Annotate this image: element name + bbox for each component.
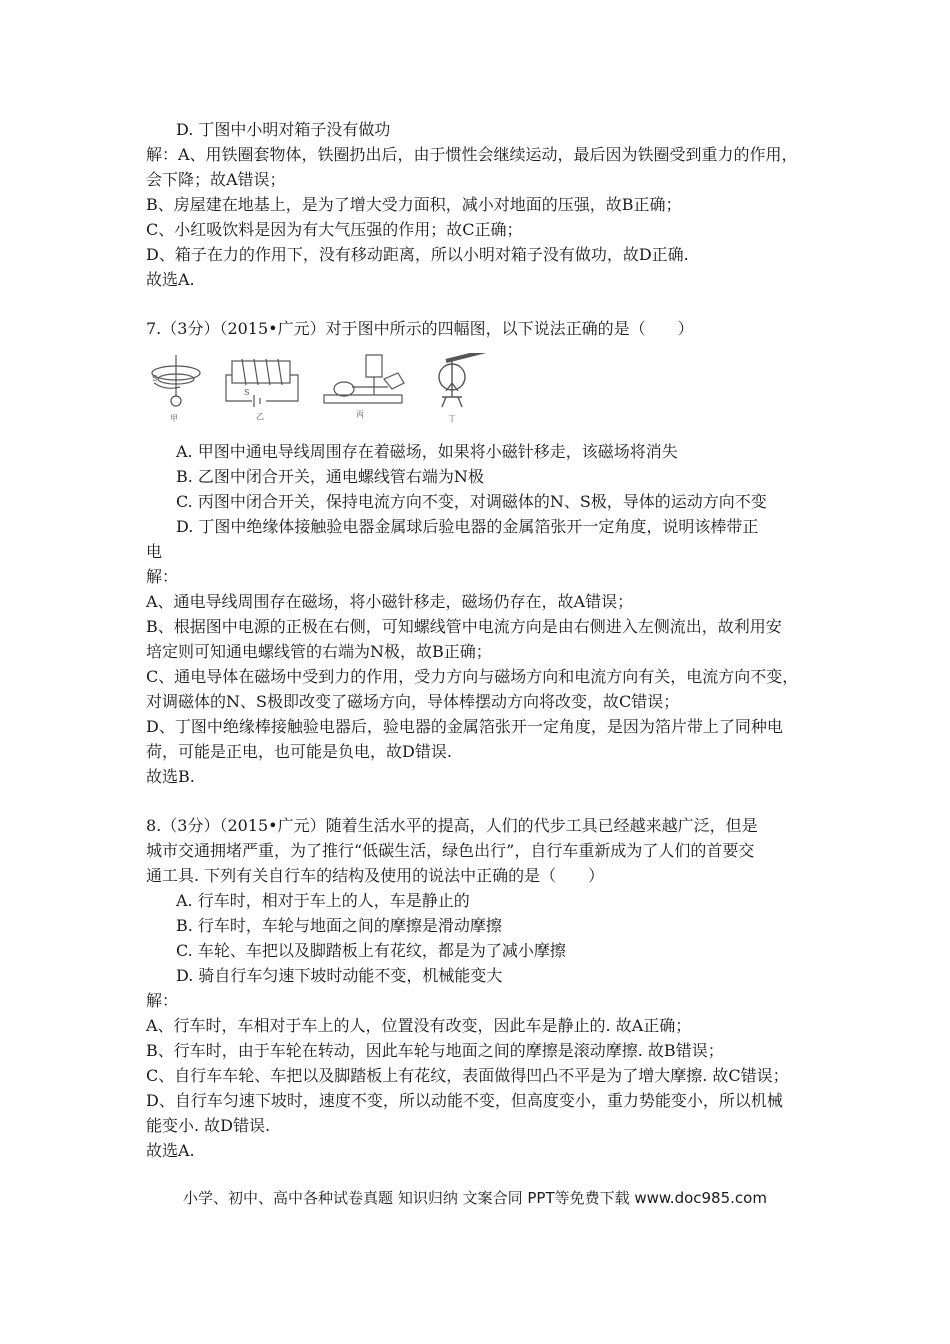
- q7-stem: 7.（3分）（2015•广元）对于图中所示的四幅图，以下说法正确的是（ ）: [146, 319, 694, 338]
- q6-answer: 故选A.: [146, 270, 195, 289]
- q8-solution-line-4: D、自行车匀速下坡时，速度不变，所以动能不变，但高度变小，重力势能变小，所以机械: [146, 1091, 783, 1110]
- figure-label-jia: 甲: [170, 414, 178, 423]
- figure-jia-wire-compass: [152, 355, 200, 423]
- figure-bing-motor-apparatus: [324, 355, 404, 419]
- q7-solution-line-5: 对调磁体的N、S极即改变了磁场方向，导体棒摆动方向将改变，故C错误；: [146, 692, 680, 711]
- q8-solution-line-1: A、行车时，车相对于车上的人，位置没有改变，因此车是静止的. 故A正确；: [146, 1016, 692, 1035]
- svg-text:S: S: [152, 374, 158, 383]
- q6-solution-line-4: C、小红吸饮料是因为有大气压强的作用；故C正确；: [146, 220, 523, 239]
- q7-solution-line-6: D、丁图中绝缘棒接触验电器后，验电器的金属箔张开一定角度，是因为箔片带上了同种电: [146, 717, 783, 736]
- q7-solution-line-1: A、通电导线周围存在磁场，将小磁针移走，磁场仍存在，故A错误；: [146, 592, 634, 611]
- q7-solution-label: 解：: [146, 567, 179, 586]
- q7-option-b: B. 乙图中闭合开关，通电螺线管右端为N极: [176, 467, 484, 486]
- q7-solution-line-4: C、通电导体在磁场中受到力的作用，受力方向与磁场方向和电流方向有关，电流方向不变，: [146, 667, 799, 686]
- q8-option-c: C. 车轮、车把以及脚踏板上有花纹，都是为了减小摩擦: [176, 941, 566, 960]
- q6-option-d: D. 丁图中小明对箱子没有做功: [176, 120, 391, 139]
- q7-solution-line-7: 荷，可能是正电，也可能是负电，故D错误.: [146, 742, 452, 761]
- figure-label-ding: 丁: [448, 414, 456, 423]
- svg-text:S: S: [244, 388, 250, 397]
- q8-stem-line-2: 城市交通拥堵严重，为了推行“低碳生活，绿色出行”，自行车重新成为了人们的首要交: [146, 841, 755, 860]
- q7-option-c: C. 丙图中闭合开关，保持电流方向不变，对调磁体的N、S极，导体的运动方向不变: [176, 492, 767, 511]
- q8-answer: 故选A.: [146, 1141, 195, 1160]
- q6-solution-line-1: 解：A、用铁圈套物体，铁圈扔出后，由于惯性会继续运动，最后因为铁圈受到重力的作用，: [146, 145, 798, 164]
- figure-label-yi: 乙: [256, 412, 264, 421]
- q8-solution-line-3: C、自行车车轮、车把以及脚踏板上有花纹，表面做得凹凸不平是为了增大摩擦. 故C错误；: [146, 1066, 789, 1085]
- figure-label-bing: 丙: [356, 410, 364, 419]
- q7-solution-line-2: B、根据图中电源的正极在右侧，可知螺线管中电流方向是由右侧进入左侧流出，故利用安: [146, 617, 782, 636]
- figure-ding-electroscope: [439, 353, 486, 423]
- q7-solution-line-3: 培定则可知通电螺线管的右端为N极，故B正确；: [146, 642, 492, 661]
- q8-solution-line-2: B、行车时，由于车轮在转动，因此车轮与地面之间的摩擦是滚动摩擦. 故B错误；: [146, 1041, 724, 1060]
- q7-answer: 故选B.: [146, 767, 195, 786]
- page-footer-link[interactable]: 小学、初中、高中各种试卷真题 知识归纳 文案合同 PPT等免费下载 www.doc985.com: [183, 1189, 767, 1207]
- q8-solution-line-5: 能变小. 故D错误.: [146, 1116, 271, 1135]
- q8-option-b: B. 行车时，车轮与地面之间的摩擦是滑动摩擦: [176, 916, 502, 935]
- q7-option-a: A. 甲图中通电导线周围存在着磁场，如果将小磁针移走，该磁场将消失: [176, 442, 678, 461]
- q6-solution-line-5: D、箱子在力的作用下，没有移动距离，所以小明对箱子没有做功，故D正确.: [146, 245, 689, 264]
- q7-option-d: D. 丁图中绝缘体接触验电器金属球后验电器的金属箔张开一定角度，说明该棒带正: [176, 517, 759, 536]
- q6-solution-line-3: B、房屋建在地基上，是为了增大受力面积，减小对地面的压强，故B正确；: [146, 195, 682, 214]
- q7-option-d-cont: 电: [146, 542, 163, 561]
- q8-stem-line-1: 8.（3分）（2015•广元）随着生活水平的提高，人们的代步工具已经越来越广泛，但是: [146, 816, 758, 835]
- q8-solution-label: 解：: [146, 991, 179, 1010]
- q8-option-d: D. 骑自行车匀速下坡时动能不变，机械能变大: [176, 966, 503, 985]
- q6-solution-line-2: 会下降；故A错误；: [146, 170, 286, 189]
- q8-stem-line-3: 通工具. 下列有关自行车的结构及使用的说法中正确的是（ ）: [146, 866, 605, 885]
- figure-yi-solenoid: [226, 359, 298, 421]
- q8-option-a: A. 行车时，相对于车上的人，车是静止的: [176, 891, 470, 910]
- q7-figures: [146, 353, 496, 425]
